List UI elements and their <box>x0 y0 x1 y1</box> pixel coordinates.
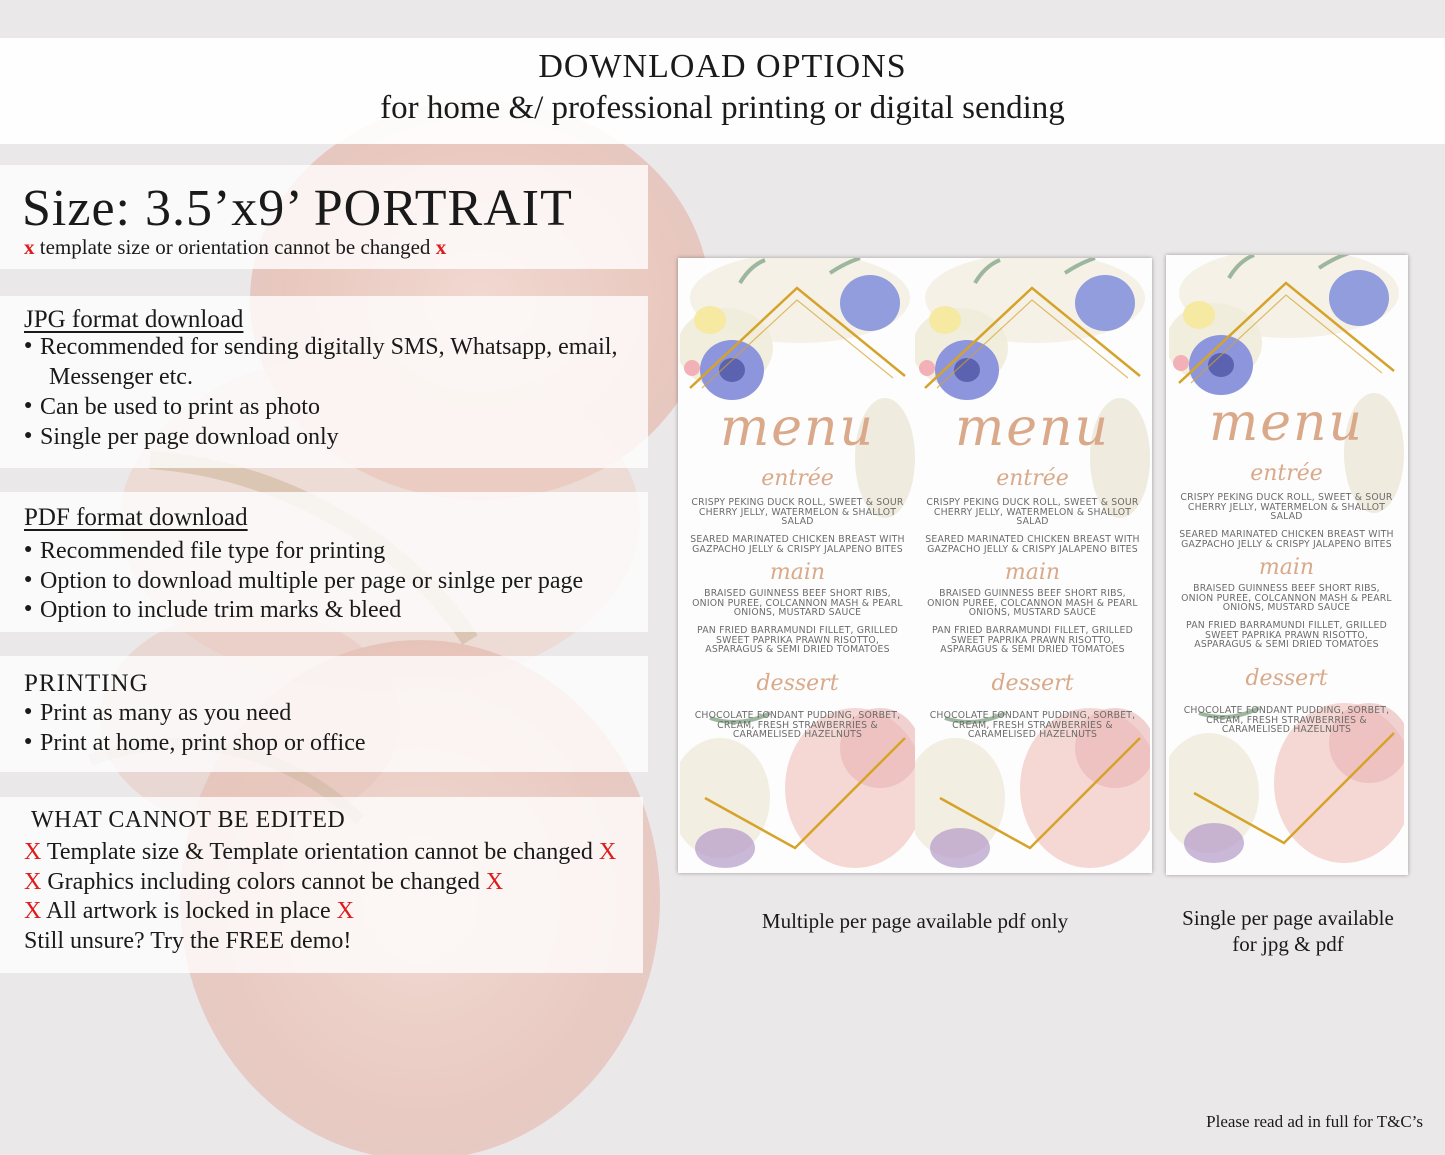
size-panel <box>0 165 648 269</box>
list-item: ● Can be used to print as photo <box>24 394 320 420</box>
main-label: main <box>769 560 826 585</box>
page-title: DOWNLOAD OPTIONS <box>538 48 907 85</box>
list-item: ● Print at home, print shop or office <box>24 730 366 756</box>
dish-text: CHOCOLATE FONDANT PUDDING, SORBET, CREAM, FRESH STRAWBERRIES & CARAMELISED HAZELNUTS <box>694 710 901 741</box>
menu-card <box>1169 255 1404 868</box>
menu-heading: menu <box>954 398 1111 458</box>
dish-text: SEARED MARINATED CHICKEN BREAST WITH GAZPACHO JELLY & CRISPY JALAPENO BITES <box>1179 529 1394 550</box>
x-mark-icon: X <box>336 898 354 924</box>
demo-note: Still unsure? Try the FREE demo! <box>24 928 352 954</box>
pdf-format-panel <box>0 492 648 632</box>
x-mark-icon: x <box>24 235 35 259</box>
printing-title: PRINTING <box>24 670 149 697</box>
printing-panel <box>0 656 648 772</box>
terms-footer: Please read ad in full for T&C’s <box>1206 1112 1423 1131</box>
menu-card <box>680 258 915 873</box>
dish-text: CRISPY PEKING DUCK ROLL, SWEET & SOUR CHERRY JELLY, WATERMELON & SHALLOT SALAD <box>926 497 1139 528</box>
dish-text: CRISPY PEKING DUCK ROLL, SWEET & SOUR CHERRY JELLY, WATERMELON & SHALLOT SALAD <box>1180 492 1393 523</box>
menu-card <box>915 258 1150 873</box>
entree-label: entrée <box>996 466 1069 491</box>
cannot-edit-panel <box>0 797 643 973</box>
dish-text: SEARED MARINATED CHICKEN BREAST WITH GAZPACHO JELLY & CRISPY JALAPENO BITES <box>925 534 1140 555</box>
dish-text: BRAISED GUINNESS BEEF SHORT RIBS, ONION PUREE, COLCANNON MASH & PEARL ONIONS, MUSTARD SAUCE <box>692 588 903 619</box>
dessert-label: dessert <box>1245 666 1328 691</box>
dessert-label: dessert <box>756 671 839 696</box>
dish-text: CHOCOLATE FONDANT PUDDING, SORBET, CREAM, FRESH STRAWBERRIES & CARAMELISED HAZELNUTS <box>1183 705 1390 736</box>
dish-text: CHOCOLATE FONDANT PUDDING, SORBET, CREAM, FRESH STRAWBERRIES & CARAMELISED HAZELNUTS <box>929 710 1136 741</box>
x-mark-icon: X <box>485 869 504 895</box>
bullet-icon: ● <box>24 428 33 444</box>
list-item: X Template size & Template orientation cannot be changed X <box>24 839 617 865</box>
size-note-text: template size or orientation cannot be changed <box>39 235 431 259</box>
bullet-icon: ● <box>24 601 33 617</box>
pdf-format-title: PDF format download <box>24 504 248 531</box>
main-label: main <box>1004 560 1061 585</box>
multiple-caption: Multiple per page available pdf only <box>761 909 1069 933</box>
jpg-format-title: JPG format download <box>24 306 244 333</box>
dish-text: PAN FRIED BARRAMUNDI FILLET, GRILLED SWEET PAPRIKA PRAWN RISOTTO, ASPARAGUS & SEMI DRIED TOMATOES <box>1185 620 1387 651</box>
bullet-icon: ● <box>24 734 33 750</box>
bullet-icon: ● <box>24 338 33 354</box>
list-item: ● Option to download multiple per page or sinlge per page <box>24 568 584 594</box>
list-item: ● Recommended for sending digitally SMS, Whatsapp, email, <box>24 334 618 360</box>
bullet-icon: ● <box>24 542 33 558</box>
dish-text: PAN FRIED BARRAMUNDI FILLET, GRILLED SWEET PAPRIKA PRAWN RISOTTO, ASPARAGUS & SEMI DRIED TOMATOES <box>696 625 898 656</box>
bullet-icon: ● <box>24 398 33 414</box>
list-item: X All artwork is locked in place X <box>24 898 354 924</box>
single-caption: Single per page available for jpg & pdf <box>1182 906 1394 956</box>
entree-label: entrée <box>1250 461 1323 486</box>
dish-text: PAN FRIED BARRAMUNDI FILLET, GRILLED SWEET PAPRIKA PRAWN RISOTTO, ASPARAGUS & SEMI DRIED TOMATOES <box>931 625 1133 656</box>
x-mark-icon: X <box>24 839 42 865</box>
cannot-edit-title: WHAT CANNOT BE EDITED <box>31 807 346 833</box>
multiple-per-page-preview <box>678 258 1152 873</box>
x-mark-icon: X <box>598 839 617 865</box>
list-item: ● Recommended file type for printing <box>24 538 386 564</box>
dish-text: BRAISED GUINNESS BEEF SHORT RIBS, ONION PUREE, COLCANNON MASH & PEARL ONIONS, MUSTARD SAUCE <box>1181 583 1392 614</box>
bullet-icon: ● <box>24 704 33 720</box>
bullet-icon: ● <box>24 572 33 588</box>
menu-heading: menu <box>1208 393 1365 453</box>
list-item: ● Option to include trim marks & bleed <box>24 597 402 623</box>
list-item: X Graphics including colors cannot be changed X <box>24 869 504 895</box>
entree-label: entrée <box>761 466 834 491</box>
dish-text: CRISPY PEKING DUCK ROLL, SWEET & SOUR CHERRY JELLY, WATERMELON & SHALLOT SALAD <box>691 497 904 528</box>
menu-heading: menu <box>719 398 876 458</box>
x-mark-icon: x <box>435 235 447 259</box>
main-label: main <box>1258 555 1315 580</box>
header-banner <box>0 38 1445 144</box>
dish-text: BRAISED GUINNESS BEEF SHORT RIBS, ONION PUREE, COLCANNON MASH & PEARL ONIONS, MUSTARD SAUCE <box>927 588 1138 619</box>
x-mark-icon: X <box>24 869 42 895</box>
list-item: ● Print as many as you need <box>24 700 292 726</box>
dessert-label: dessert <box>991 671 1074 696</box>
list-item-continuation: Messenger etc. <box>49 364 193 390</box>
single-per-page-preview <box>1166 255 1408 875</box>
page-subtitle: for home &/ professional printing or digital sending <box>380 90 1065 126</box>
size-note <box>24 235 446 260</box>
jpg-format-panel <box>0 296 648 468</box>
x-mark-icon: X <box>24 898 42 924</box>
list-item: ● Single per page download only <box>24 424 339 450</box>
dish-text: SEARED MARINATED CHICKEN BREAST WITH GAZPACHO JELLY & CRISPY JALAPENO BITES <box>690 534 905 555</box>
size-title: Size: 3.5’x9’ PORTRAIT <box>22 180 573 237</box>
